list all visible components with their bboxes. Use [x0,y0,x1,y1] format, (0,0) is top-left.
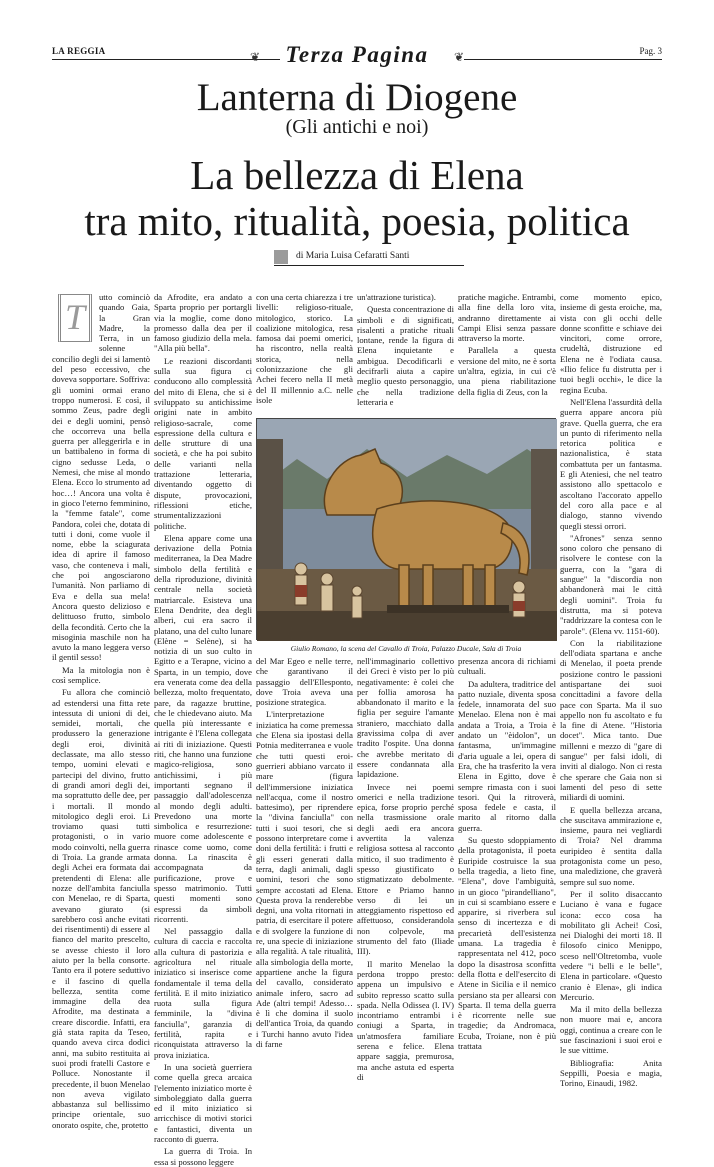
paragraph: un'attrazione turistica). [357,292,436,302]
text-column-3-bottom [256,656,353,1049]
paragraph: L'interpretazione iniziatica ha come premessa che Elena sia ipostasi della Potnia mediterranea e vuole che tutti questi eroi-guerrieri abbiano varcato il mare (figura dell'immersione iniziatica nell'acqua, come il nostro battesimo), per riprendere la "divina fanciulla" con tutti i suoi tesori, che si possono interpretare come i doni della fertilità: i frutti e gli esseri generati dalla terra, dagli animali, dagli uomini, tesori che sono sempre accostati ad Elena. Questa prova la renderebbe degni, una volta ritornati in patria, di esercitare il potere e di svolgere la funzione di re, una specie di iniziazione alla regalità. A tale ritualità, alla simbologia della morte, appartiene anche la figura del cavallo, considerato animale infero, sacro ad Ade (altri tempi! Adesso… è lì che domina il suolo dell'antica Troia, da quando i Turchi hanno avuto l'idea di farne [256,709,353,1049]
paragraph: Ma la mitologia non è così semplice. [52,664,150,685]
painting-caption: Giulio Romano, la scena del Cavallo di Troia, Palazzo Ducale, Sala di Troia [290,644,522,653]
paragraph: Ma il mito della bellezza non muore mai e, ancora oggi, continua a creare con le sue fascinazioni i suoi eroi e le sue vittime. [560,1004,662,1056]
section-brand [250,38,464,72]
dropcap [52,294,94,344]
header-rule-right [464,59,662,60]
paragraph: da Afrodite, era andato a Sparta proprio per portargli via la moglie, come dono promesso dalla dea per il famoso giudizio della mela. "Alla più bella". [154,292,252,354]
headline-line-1: La bellezza di Elena [190,152,524,198]
paragraph: In una società guerriera come quella greca arcaica l'elemento iniziatico morte è simboleggiato dalla guerra ed il mito iniziatico si arricchisce di motivi storici e fantastici, diventa un racconto di guerra. [154,1061,252,1145]
text-column-3-top [256,292,353,410]
article-headline [0,152,714,244]
paragraph: del Mar Egeo e nelle terre, che garantivano il passaggio dell'Ellesponto, dove Troia aveva una posizione strategica. [256,656,353,708]
header-rule-left [52,59,280,60]
paragraph: Questa concentrazione di simboli e di significati, risalenti a pratiche rituali lontane, rende la figura di Elena inquietante e ambigua. Decodificarli e decifrarli aiuta a capire meglio questo personaggio, che nella tradizione letteraria e [357,304,454,407]
paragraph: Con la riabilitazione dell'odiata spartana e anche di Menelao, il poeta prende posizione contro le passioni antispartane dei suoi concittadini a favore della pace con Sparta. Ma il suo appello non fu ascoltato e fu la fine di Atene. "Historia docet". Mica tanto. Due millenni e mezzo di "gare di sangue" per falsi idoli, di inviti al dialogo. Non ci resta che sperare che Gaia non si lamenti del peso di sette miliardi di uomini. [560,637,662,803]
paragraph: Da adultera, traditrice del patto nuziale, diventa sposa fedele, innamorata del suo Menelao. Elena non è mai andata a Troia, a Troia è andato un "èidolon", un fantasma, un'immagine d'aria uguale a lei, opera di Era, che ha trasferito la vera Elena in Egitto, dove è sempre rimasta con i suoi tesori. Qui la ritroverà, sposa fedele e casta, il marito al ritorno dalla guerra. [458,678,556,833]
dropcap-letter: T [64,297,86,337]
paragraph: "Afrones" senza senno sono coloro che pensano di risolvere le contese con la guerra, con la "gara di sangue" la "discordia non abbandonerà mai le città degli uomini". Troia fu distrutta, ma si poteva "raddrizzare la contesa con le parole". (Elena vv. 1151-60). [560,532,662,636]
byline-square-icon [274,250,288,264]
text-column-4-top [357,292,454,410]
paragraph: La guerra di Troia. In essa si possono leggere [154,1146,252,1167]
text-column-4-bottom [357,656,454,1082]
paragraph: E quella bellezza arcana, che suscitava ammirazione e, insieme, paura nei vegliardi di Troia? Nel dramma euripideo è sentita dalla protagonista come un peso, una maledizione, che graverà sempre sul suo nome. [560,804,662,887]
paragraph: Il marito Menelao la perdona troppo presto: appena un impulsivo e subito represso scatto sulla spada. Nella Odissea (l. IV) incontriamo entrambi i coniugi a Sparta, in un'atmosfera familiare serena e felice. Elena appare saggia, premurosa, ma anche astuta ed esperta di [357,958,454,1082]
paragraph: Elena appare come una derivazione della Potnia mediterranea, la Dea Madre simbolo della fertilità e della riproduzione, divinità centrale nella società matriarcale. Esisteva una Elena Dendrite, dea degli alberi, cui era sacro il platano, una del culto lunare (Elène = Selène), si ha notizia di un suo culto in Egitto e a Terapne, vicino a Sparta, in un tempio, dove era venerata come dea della bellezza, molto frequentato, pare, da ragazze bruttine, che le chiedevano aiuto. Ma quella più interessante e intrigante è l'Elena collegata ai riti di iniziazione. Questi riti, che hanno una funzione magico-religiosa, sono antichissimi, i più importanti segnano il passaggio dall'adolescenza al mondo degli adulti. Prevedono una morte simbolica e resurrezione: muore come adolescente e rinasce come uomo, come donna. La rinascita è accompagnata da purificazione, prove e spesso matrimonio. Tutti questi momenti sono espressi da simboli ricorrenti. [154,532,252,924]
paragraph: pratiche magiche. Entrambi, alla fine della loro vita, andranno direttamente ai Campi Elisi senza passare attraverso la morte. [458,292,556,344]
paragraph: Invece nei poemi omerici e nella tradizione epica, forse proprio perché nella trasmissione orale degli aedi era ancora avvertita la valenza religiosa sottesa al racconto mitico, il suo tradimento è spesso giustificato o stigmatizzato debolmente. Ettore e Priamo hanno verso di lei un atteggiamento rispettoso ed affettuoso, considerandola non colpevole, ma strumento del fato (Iliade III). [357,781,454,957]
paragraph: Parallela a questa versione del mito, ne è sorta un'altra, egizia, in cui c'è una piena riabilitazione della figlia di Zeus, con la [458,345,556,397]
text-column-2 [154,292,252,1167]
text-column-1 [52,292,150,1130]
text-column-5-top [458,292,556,410]
column-rubric-subtitle: (Gli antichi e noi) [285,116,429,138]
paragraph: utto cominciò quando Gaia, la Gran Madre, la Terra, in un solenne concilio degli dei si lamentò del peso eccessivo, che doveva sopportare. Soffriva: gli uomini ormai erano troppo numerosi. E così, il sommo Zeus, padre degli dei e degli uomini, pensò che occorreva una bella guerra per alleggerirla e in un battibaleno in forma di cigno sedusse Leda, o Nemesi, che mise al mondo Elena. Ecco lo strumento ad hoc…! Ancora una volta è in gioco l'eterno femminino, la "femme fatale", come Pandora, colei che, dotata di tutti i doni, come vuole il nome, ebbe la sciagurata idea di aprire il famoso vaso, che conteneva i mali, che poi angosciarono l'umanità. Non parliamo di Eva e della sua mela! Ancora questo delizioso e delittuoso frutto, simbolo della fecondità. Certo che la misoginia maschile non ha avuto la mano leggera verso il gentil sesso! [52,292,150,663]
column-rubric: Lanterna di Diogene [196,76,518,119]
section-name: LA REGGIA [52,46,106,56]
painting-image [256,418,556,640]
ornament-right-icon: ❦ [453,50,464,64]
ornament-left-icon: ❦ [250,50,261,64]
byline [274,250,464,266]
paragraph: Nell'Elena l'assurdità della guerra appare ancora più grave. Quella guerra, che era un punto di riferimento nella retorica politica e nazionalistica, è stata combattuta per un fantasma. E gli Ateniesi, che nel teatro assistono allo spettacolo e ascoltano l'accorato appello del coro alla pace e al dialogo, stanno vivendo quegli stessi orrori. [560,396,662,531]
paragraph: come momento epico, insieme di gesta eroiche, ma, vista con gli occhi delle donne sconfitte e schiave dei vincitori, come orrore, crudeltà, distruzione ed Elena ne è l'odiata causa. «Ilio felice fu distrutta per i tuoi begli occhi», le dice la regina Ecuba. [560,292,662,395]
paragraph: Fu allora che cominciò ad estendersi una fitta rete intessuta di unioni di dei, semidei, mortali, che produssero la generazione degli eroi, divinità declassate, ma allo stesso tempo, uomini elevati e partecipi del divino, frutto di grandi amori degli dei, ma soprattutto delle dee, per i mortali. Il mondo mitologico degli eroi. Li troviamo quasi tutti protagonisti, o in vario modo coinvolti, nella guerra di Troia. La grande armata degli Achei era formata dai pretendenti di Elena: alle nozze dell'ambita fanciulla con Menelao, re di Sparta, avevano giurato (si sarebbero così anche evitati dei risentimenti) di essere al fianco del marito prescelto, se avesse chiesto il loro aiuto per la bella consorte. Tanto era il potere seduttivo e il fascino di quella bellezza, sentita come immagine della dea Afrodite, ma destinata a creare discordie. Infatti, era già stata rapita da Teseo, quando aveva circa dodici anni, ma subito restituita ai suoi prodi fratelli Castore e Polluce. Nonostante il precedente, il buon Menelao non aveva vigilato abbastanza sul bellissimo principe orientale, suo onorato ospite, che, protetto [52,687,150,1130]
paragraph: con una certa chiarezza i tre livelli: religioso-rituale, mitologico, storico. La coalizione mitologica, resa famosa dai poemi omerici, ha riscontro, nella realtà storica, nella colonizzazione che gli Achei fecero nella II metà del II millennio a.C. nelle isole [256,292,353,405]
page-number: Pag. 3 [639,46,662,56]
paragraph: Nel passaggio dalla cultura di caccia e raccolta alla cultura di pastorizia e agricoltura nel rituale iniziatico si inserisce come fondamentale il tema della fertilità. E il mito iniziatico ruota sulla figura femminile, la "divina fanciulla", garanzia di fertilità, rapita e riconquistata attraverso la prova iniziatica. [154,926,252,1060]
brand-title: Terza Pagina [285,42,429,67]
paragraph: Bibliografia: Anita Seppilli, Poesia e magia, Torino, Einaudi, 1982. [560,1057,662,1089]
paragraph: Su questo sdoppiamento della protagonista, il poeta Euripide costruisce la sua bella tragedia, a lieto fine, "Elena", dove l'ambiguità, in un gioco "pirandelliano", in cui si scambiano essere e apparire, si riverbera sul senso di incertezza e di precarietà dell'esistenza umana. La tragedia è rappresentata nel 412, poco dopo la disastrosa sconfitta della flotta e dell'esercito di Atene in Sicilia e il nemico persiano sta per allearsi con Sparta. Il tema della guerra è ricorrente nelle sue tragedie; da Andromaca, Ecuba, Troiane, non è più trattata [458,835,556,1051]
paragraph: nell'immaginario collettivo dei Greci è visto per lo più negativamente: è colei che per follia amorosa ha abbandonato il marito e la figlia per seguire l'amante straniero, macchiato dalla gravissima colpa di aver tradito l'ospite. Una donna che avrebbe meritato di essere condannata alla lapidazione. [357,656,454,780]
paragraph: presenza ancora di richiami cultuali. [458,656,556,677]
text-column-5-bottom [458,656,556,1051]
paragraph: Per il solito disaccanto Luciano è vana e fugace icona: ecco cosa ha mobilitato gli Achei! Così, nei Dialoghi dei morti 18. Il filosofo cinico Menippo, sceso nell'Oltretomba, vuole vedere "i belli e le belle", Elena in particolare. «Questo cranio è Elena», gli indica Mercurio. [560,888,662,1002]
headline-line-2: tra mito, ritualità, poesia, politica [84,198,630,244]
paragraph: Le reazioni discordanti sulla sua figura ci conducono allo complessità del mito di Elena, che si è sviluppato su antichissime origini nate in ambito religioso-sacrale, come espressione della cultura e delle strutture di una società, e che ha poi subito delle varianti nella trattazione letteraria, diventando oggetto di dispute, provocazioni, riflessioni etiche, strumentalizzazioni politiche. [154,355,252,531]
byline-author: di Maria Luisa Cefaratti Santi [296,251,410,261]
text-column-6 [560,292,662,1089]
